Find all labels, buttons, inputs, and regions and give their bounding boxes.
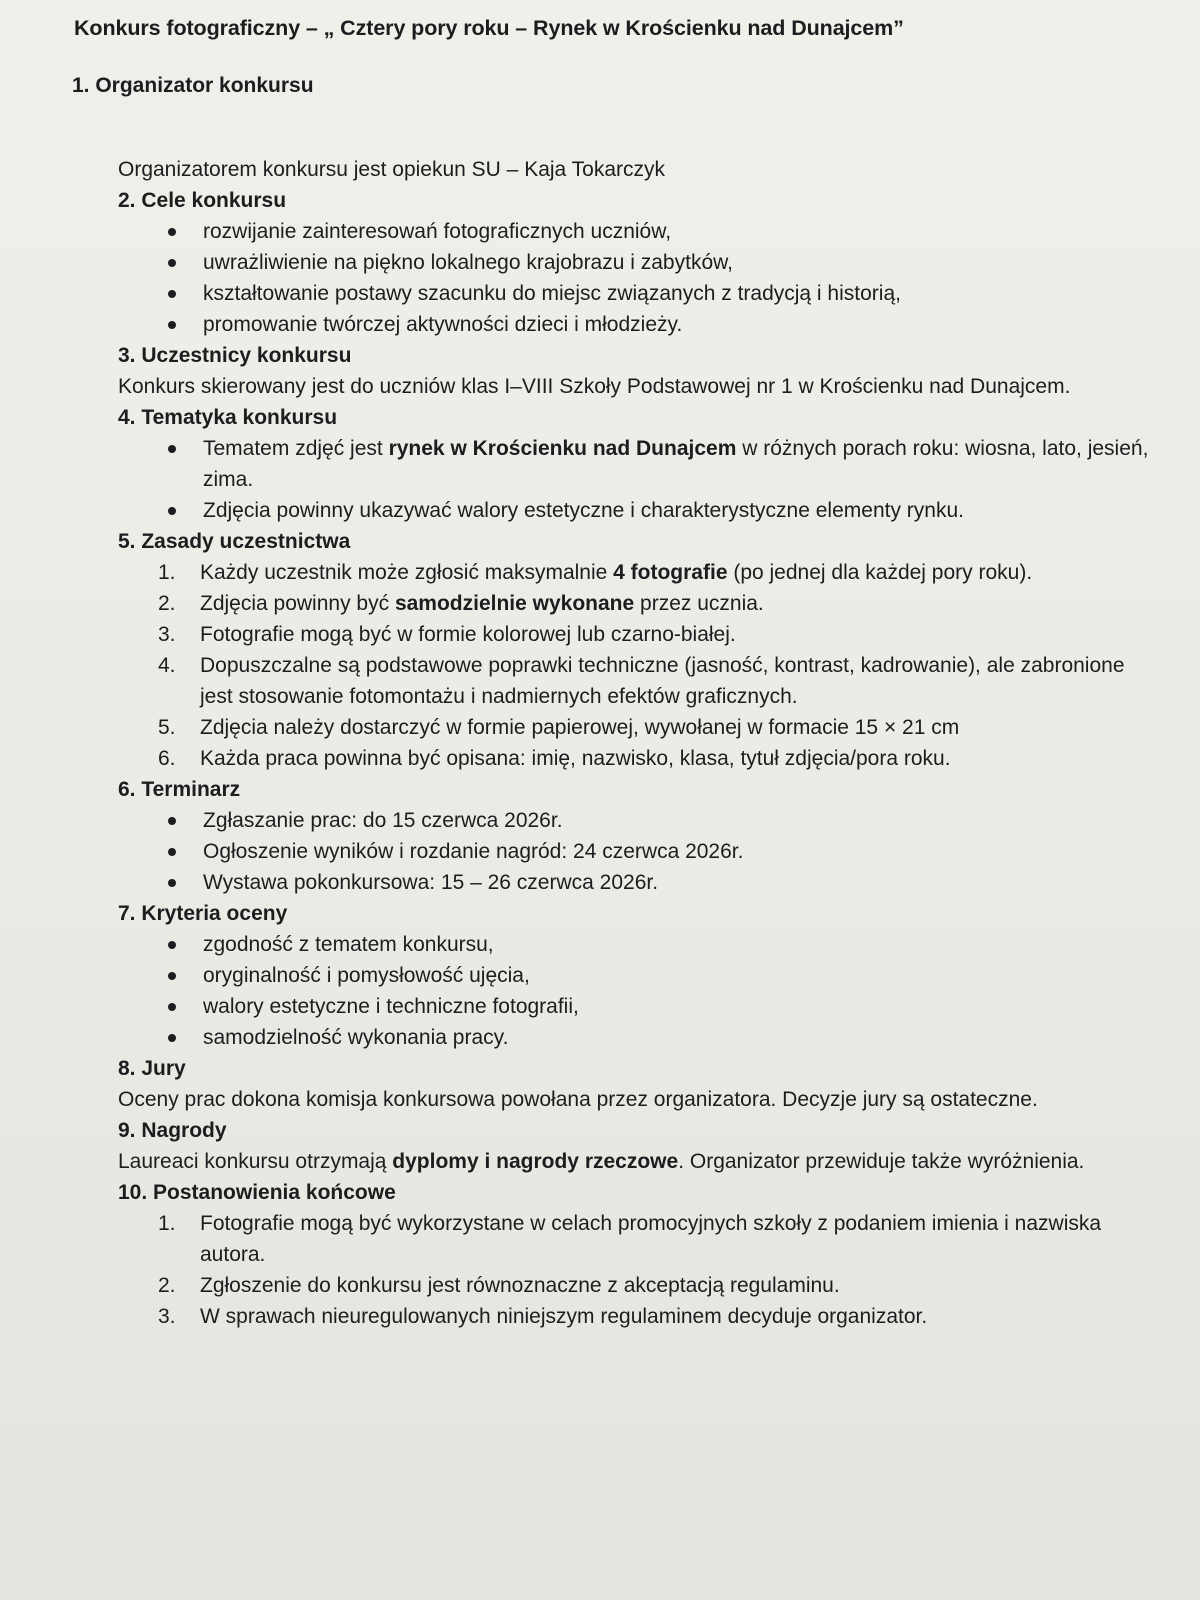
item-number: 1.	[158, 561, 176, 584]
document-body	[118, 154, 1158, 1332]
item-number: 3.	[158, 1305, 176, 1328]
list-item	[118, 1208, 1158, 1270]
item-bold-text: samodzielnie wykonane	[394, 592, 635, 615]
bold-text-segment: dyplomy i nagrody rzeczowe	[392, 1150, 679, 1173]
list-item	[118, 1270, 1158, 1301]
list-item: uwrażliwienie na piękno lokalnego krajobrazu i zabytków,	[118, 247, 1158, 278]
section-1-text: Organizatorem konkursu jest opiekun SU – Kaja Tokarczyk	[118, 158, 666, 181]
list-item	[118, 1301, 1158, 1332]
item-text: Każda praca powinna być opisana: imię, nazwisko, klasa, tytuł zdjęcia/pora roku.	[200, 747, 951, 770]
list-item	[118, 712, 1158, 743]
section-3-heading: 3. Uczestnicy konkursu	[118, 344, 352, 367]
item-number: 6.	[158, 747, 176, 770]
section-6-list	[118, 805, 1158, 898]
item-number: 5.	[158, 716, 176, 739]
section-2-list	[118, 216, 1158, 340]
list-item	[118, 650, 1158, 712]
item-number: 3.	[158, 623, 176, 646]
list-item	[118, 588, 1158, 619]
item-number: 4.	[158, 654, 176, 677]
section-4-list	[118, 433, 1158, 526]
item-text: Dopuszczalne są podstawowe poprawki techniczne (jasność, kontrast, kadrowanie), ale zabronione jest stosowanie fotomontażu i nadmiernych efektów graficznych.	[200, 654, 1125, 708]
list-item	[118, 619, 1158, 650]
item-text: W sprawach nieuregulowanych niniejszym regulaminem decyduje organizator.	[200, 1305, 928, 1328]
list-item: walory estetyczne i techniczne fotografii,	[118, 991, 1158, 1022]
list-item: oryginalność i pomysłowość ujęcia,	[118, 960, 1158, 991]
section-5-list	[118, 557, 1158, 774]
item-text: Tematem zdjęć jest	[203, 437, 389, 460]
section-7-list	[118, 929, 1158, 1053]
item-text: Zgłoszenie do konkursu jest równoznaczne z akceptacją regulaminu.	[200, 1274, 840, 1297]
item-text: Każdy uczestnik może zgłosić maksymalnie	[200, 561, 614, 584]
list-item: Wystawa pokonkursowa: 15 – 26 czerwca 2026r.	[118, 867, 1158, 898]
section-6-heading: 6. Terminarz	[118, 778, 241, 801]
item-number: 2.	[158, 592, 176, 615]
list-item: rozwijanie zainteresowań fotograficznych uczniów,	[118, 216, 1158, 247]
section-2-heading: 2. Cele konkursu	[118, 189, 287, 212]
section-10-heading: 10. Postanowienia końcowe	[118, 1181, 396, 1204]
list-item: zgodność z tematem konkursu,	[118, 929, 1158, 960]
section-4-heading: 4. Tematyka konkursu	[118, 406, 338, 429]
list-item: kształtowanie postawy szacunku do miejsc związanych z tradycją i historią,	[118, 278, 1158, 309]
list-item: Zgłaszanie prac: do 15 czerwca 2026r.	[118, 805, 1158, 836]
item-bold-text: 4 fotografie	[613, 561, 728, 584]
item-text: Zdjęcia należy dostarczyć w formie papierowej, wywołanej w formacie 15 × 21 cm	[200, 716, 960, 739]
text-segment: Laureaci konkursu otrzymają	[118, 1150, 393, 1173]
list-item	[118, 433, 1158, 495]
list-item: promowanie twórczej aktywności dzieci i młodzieży.	[118, 309, 1158, 340]
list-item	[118, 743, 1158, 774]
item-text: w różnych porach roku: wiosna, lato, jesień, zima.	[203, 437, 1149, 491]
list-item	[118, 557, 1158, 588]
list-item: samodzielność wykonania pracy.	[118, 1022, 1158, 1053]
section-9-heading: 9. Nagrody	[118, 1119, 227, 1142]
text-segment: . Organizator przewiduje także wyróżnienia.	[678, 1150, 1085, 1173]
item-text: Fotografie mogą być wykorzystane w celach promocyjnych szkoły z podaniem imienia i nazwiska autora.	[200, 1212, 1102, 1266]
list-item: Zdjęcia powinny ukazywać walory estetyczne i charakterystyczne elementy rynku.	[118, 495, 1158, 526]
document-title: Konkurs fotograficzny – „ Cztery pory roku – Rynek w Krościenku nad Dunajcem”	[74, 16, 904, 40]
list-item: Ogłoszenie wyników i rozdanie nagród: 24 czerwca 2026r.	[118, 836, 1158, 867]
section-9-text	[118, 1146, 1158, 1177]
item-text: Zdjęcia powinny być	[200, 592, 395, 615]
item-bold-text: rynek w Krościenku nad Dunajcem	[388, 437, 737, 460]
section-7-heading: 7. Kryteria oceny	[118, 902, 288, 925]
item-text: przez ucznia.	[634, 592, 764, 615]
item-number: 1.	[158, 1212, 176, 1235]
section-10-list	[118, 1208, 1158, 1332]
section-3-text: Konkurs skierowany jest do uczniów klas I–VIII Szkoły Podstawowej nr 1 w Krościenku nad Dunajcem.	[118, 375, 1071, 398]
section-8-text: Oceny prac dokona komisja konkursowa powołana przez organizatora. Decyzje jury są ostateczne.	[118, 1088, 1038, 1111]
item-text: (po jednej dla każdej pory roku).	[727, 561, 1033, 584]
section-1-heading: 1. Organizator konkursu	[72, 74, 314, 97]
section-8-heading: 8. Jury	[118, 1057, 186, 1080]
item-number: 2.	[158, 1274, 176, 1297]
item-text: Fotografie mogą być w formie kolorowej lub czarno-białej.	[200, 623, 736, 646]
section-5-heading: 5. Zasady uczestnictwa	[118, 530, 351, 553]
